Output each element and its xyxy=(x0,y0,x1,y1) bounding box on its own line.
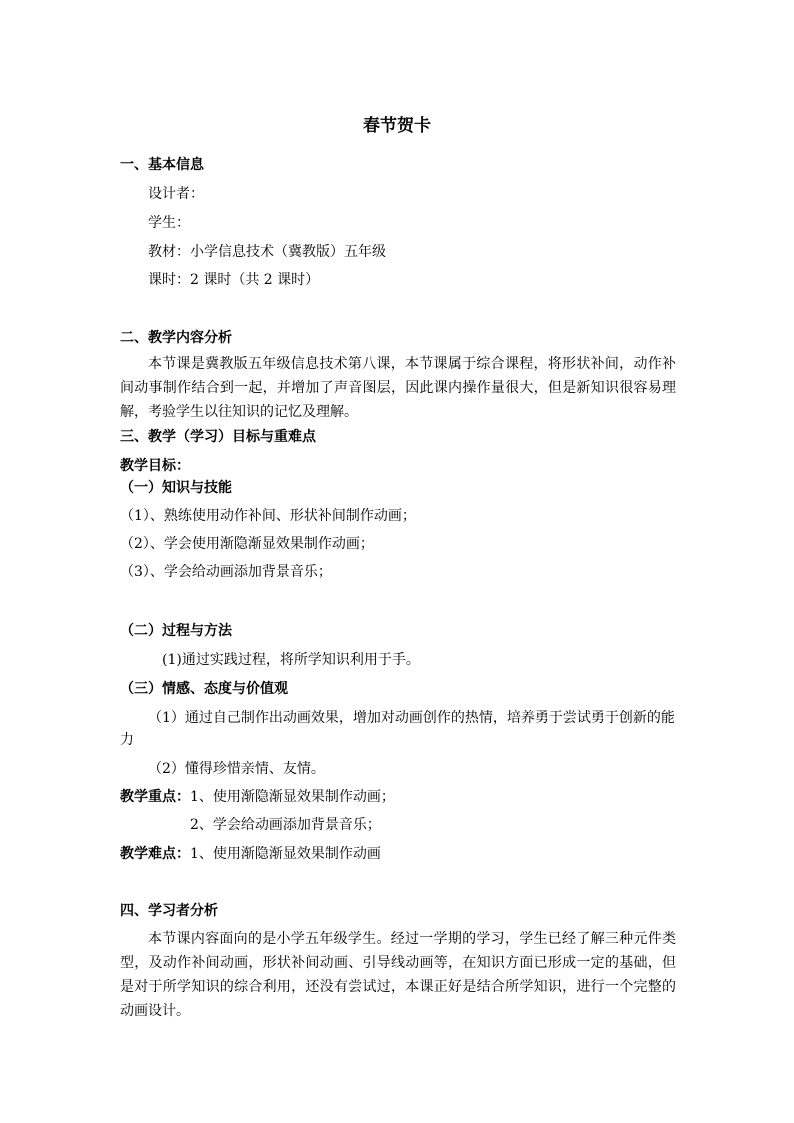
key-points-label: 教学重点： xyxy=(120,789,190,805)
emotion-values-heading: （三）情感、态度与价值观 xyxy=(120,681,288,697)
section-3-heading: 三、教学（学习）目标与重难点 xyxy=(120,429,316,445)
section-1-heading: 一、基本信息 xyxy=(120,157,204,173)
knowledge-skills-heading: （一）知识与技能 xyxy=(120,480,232,496)
hours-line: 课时：2 课时（共 2 课时） xyxy=(148,272,320,288)
key-point-1: 1、使用渐隐渐显效果制作动画； xyxy=(190,789,395,805)
list-item: （3）、学会给动画添加背景音乐； xyxy=(120,564,332,580)
content-analysis-paragraph: 本节课是冀教版五年级信息技术第八课，本节课属于综合课程，将形状补间，动作补间动事制作结合到一起，并增加了声音图层，因此课内操作量很大，但是新知识很容易理解，考验学生以往知识的记忆及理解。 xyxy=(120,356,676,420)
designer-line: 设计者： xyxy=(148,186,204,202)
difficulty-label: 教学难点： xyxy=(120,846,190,862)
process-method-heading: （二）过程与方法 xyxy=(120,623,232,639)
textbook-line: 教材：小学信息技术（冀教版）五年级 xyxy=(148,244,386,260)
process-item: (1)通过实践过程，将所学知识利用于手。 xyxy=(162,652,420,668)
difficulty-point-1: 1、使用渐隐渐显效果制作动画 xyxy=(190,846,381,862)
emotion-item-1-line-1: （1）通过自己制作出动画效果，增加对动画创作的热情，培养勇于尝试勇于创新的能 xyxy=(148,710,675,726)
key-point-2: 2、学会给动画添加背景音乐； xyxy=(190,817,381,833)
emotion-item-1-line-2: 力 xyxy=(120,732,134,748)
section-4-heading: 四、学习者分析 xyxy=(120,903,218,919)
goals-label: 教学目标： xyxy=(120,458,190,474)
list-item: （1）、熟练使用动作补间、形状补间制作动画； xyxy=(120,508,416,524)
student-line: 学生： xyxy=(148,215,190,231)
section-2-heading: 二、教学内容分析 xyxy=(120,330,232,346)
emotion-item-2: （2）懂得珍惜亲情、友情。 xyxy=(148,761,325,777)
list-item: （2）、学会使用渐隐渐显效果制作动画； xyxy=(120,536,374,552)
page-title: 春节贺卡 xyxy=(363,116,431,136)
learner-analysis-paragraph: 本节课内容面向的是小学五年级学生。经过一学期的学习，学生已经了解三种元件类型，及动作补间动画，形状补间动画、引导线动画等，在知识方面已形成一定的基础，但是对于所学知识的综合利用，还没有尝试过，本课正好是结合所学知识，进行一个完整的动画设计。 xyxy=(120,931,676,1019)
